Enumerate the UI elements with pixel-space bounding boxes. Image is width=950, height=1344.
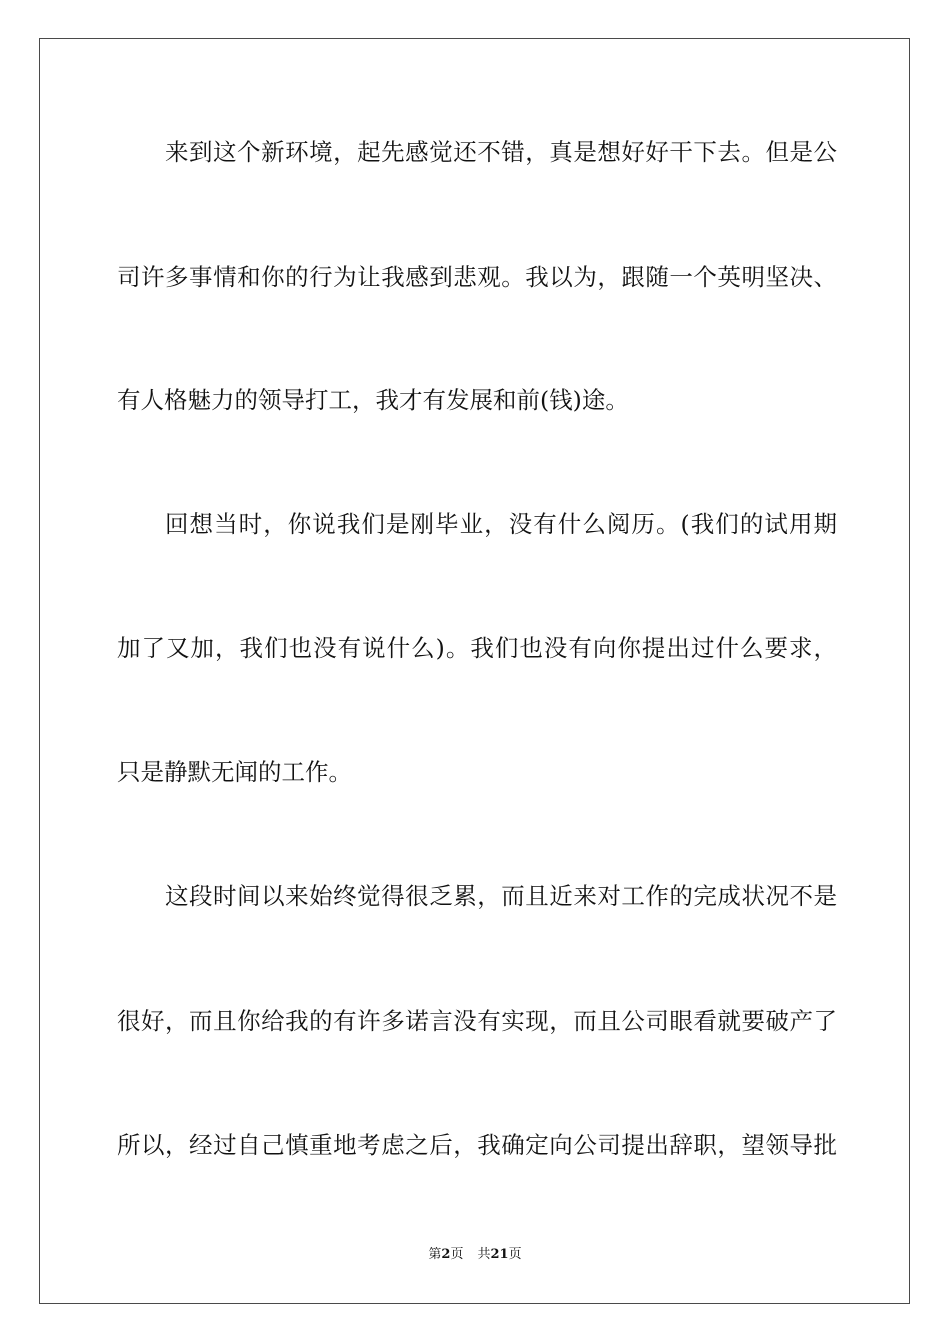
- paragraph-3-line-3: 所以，经过自己慎重地考虑之后，我确定向公司提出辞职，望领导批: [117, 1131, 837, 1159]
- footer-total-number: 21: [490, 1247, 509, 1262]
- paragraph-3-line-2: 很好，而且你给我的有许多诺言没有实现，而且公司眼看就要破产了: [117, 1007, 837, 1035]
- paragraph-1-line-2: 司许多事情和你的行为让我感到悲观。我以为，跟随一个英明坚决、: [117, 263, 837, 291]
- paragraph-2-line-3: 只是静默无闻的工作。: [117, 758, 352, 786]
- paragraph-1-line-3: 有人格魅力的领导打工，我才有发展和前(钱)途。: [117, 386, 629, 414]
- paragraph-2-line-2: 加了又加，我们也没有说什么)。我们也没有向你提出过什么要求，: [117, 634, 837, 662]
- footer-total-suffix: 页: [508, 1247, 522, 1262]
- footer-page-prefix: 第: [428, 1247, 442, 1262]
- footer-total-prefix: 共: [477, 1247, 491, 1262]
- paragraph-3-line-1: 这段时间以来始终觉得很乏累，而且近来对工作的完成状况不是: [165, 882, 837, 910]
- page-footer: [0, 1246, 950, 1264]
- paragraph-2-line-1: 回想当时，你说我们是刚毕业，没有什么阅历。(我们的试用期: [165, 510, 837, 538]
- footer-page-number: 2: [441, 1247, 451, 1262]
- paragraph-1-line-1: 来到这个新环境，起先感觉还不错，真是想好好干下去。但是公: [165, 138, 837, 166]
- footer-page-suffix: 页: [450, 1247, 464, 1262]
- page-border: [39, 38, 910, 1304]
